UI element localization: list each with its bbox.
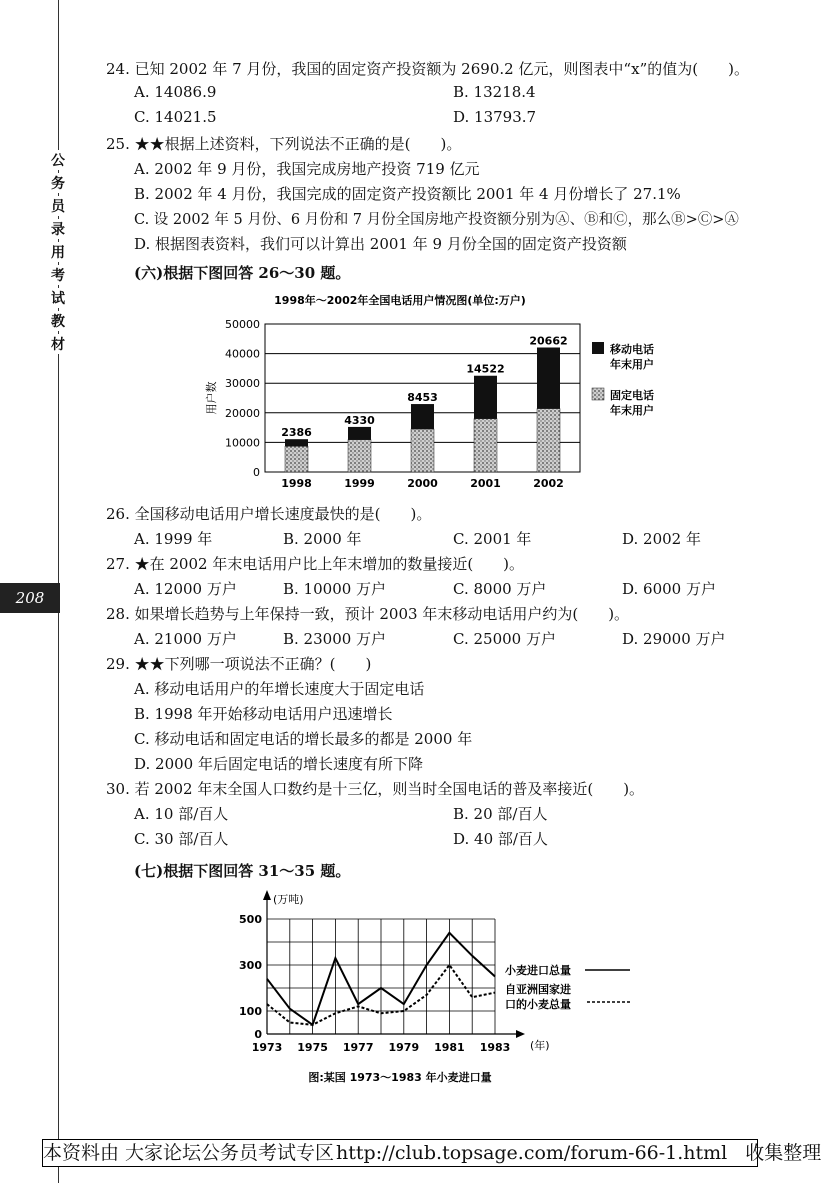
sidebar-char: 用 (47, 242, 69, 262)
y-axis-label: 用户数 (205, 381, 218, 415)
sidebar-char: 考 (47, 265, 69, 285)
bar-fixed (537, 409, 560, 472)
page-number: 208 (0, 583, 60, 613)
legend-label: 小麦进口总量 (505, 964, 571, 977)
x-tick-label: 1973 (251, 1041, 283, 1054)
sidebar-char: 材 (47, 334, 69, 354)
telephone-users-bar-chart (190, 290, 700, 500)
option-c: C. 30 部/百人 (134, 830, 229, 848)
chart-caption: 图:某国 1973～1983 年小麦进口量 (308, 1071, 492, 1084)
legend-label: 口的小麦总量 (505, 998, 571, 1011)
option-a: A. 2002 年 9 月份，我国完成房地产投资 719 亿元 (134, 160, 480, 178)
option-d: D. 40 部/百人 (453, 830, 548, 848)
option-b: B. 2002 年 4 月份，我国完成的固定资产投资额比 2001 年 4 月份增长了 27.1% (134, 185, 681, 203)
option-b: B. 20 部/百人 (453, 805, 548, 823)
footer-url[interactable]: http://club.topsage.com/forum-66-1.html (336, 1142, 728, 1164)
sidebar-char: 员 (47, 196, 69, 216)
y-tick-label: 30000 (225, 377, 260, 391)
option-a: A. 21000 万户 (134, 630, 237, 648)
x-tick-label: 1977 (342, 1041, 374, 1054)
option-b: B. 10000 万户 (283, 580, 387, 598)
question-29: 29. ★★下列哪一项说法不正确？( ) (106, 655, 372, 673)
legend-swatch-fixed (592, 388, 604, 400)
legend-label: 移动电话 (610, 343, 654, 356)
x-axis-arrow (516, 1030, 525, 1038)
option-a: A. 10 部/百人 (134, 805, 229, 823)
option-c: C. 25000 万户 (453, 630, 556, 648)
bar-mobile (537, 347, 560, 408)
question-26: 26. 全国移动电话用户增长速度最快的是( )。 (106, 505, 432, 523)
option-a: A. 1999 年 (134, 530, 213, 548)
sidebar-char: 录 (47, 219, 69, 239)
option-a: A. 14086.9 (134, 83, 217, 101)
footer-banner (42, 1139, 821, 1167)
option-a: A. 移动电话用户的年增长速度大于固定电话 (134, 680, 425, 698)
legend-label: 年末用户 (610, 404, 654, 417)
x-tick-label: 1975 (297, 1041, 328, 1054)
y-tick-label: 10000 (225, 436, 260, 450)
legend-label: 年末用户 (610, 358, 654, 371)
bar-fixed (411, 429, 434, 472)
y-tick-label: 20000 (225, 406, 260, 420)
bar-fixed (348, 440, 371, 472)
sidebar-char: 教 (47, 311, 69, 331)
bar-fixed (474, 419, 497, 472)
x-tick-label: 2002 (533, 477, 564, 490)
y-axis-arrow (263, 890, 271, 900)
x-tick-label: 1979 (388, 1041, 420, 1054)
question-27: 27. ★在 2002 年末电话用户比上年末增加的数量接近( )。 (106, 555, 525, 573)
wheat-import-line-chart (225, 884, 665, 1089)
y-tick-label: 500 (239, 913, 262, 926)
x-tick-label: 1999 (344, 477, 375, 490)
option-c: C. 移动电话和固定电话的增长最多的都是 2000 年 (134, 730, 473, 748)
option-d: D. 13793.7 (453, 108, 537, 126)
y-tick-label: 0 (253, 466, 260, 479)
footer-text: 本资料由 大家论坛公务员考试专区 (43, 1142, 335, 1164)
option-c: C. 2001 年 (453, 530, 532, 548)
option-c: C. 14021.5 (134, 108, 217, 126)
x-tick-label: 1983 (479, 1041, 511, 1054)
bar-mobile (411, 404, 434, 429)
option-b: B. 2000 年 (283, 530, 362, 548)
data-label: 20662 (529, 334, 568, 348)
option-b: B. 13218.4 (453, 83, 536, 101)
option-d: D. 2000 年后固定电话的增长速度有所下降 (134, 755, 423, 773)
x-axis-unit: (年) (530, 1039, 550, 1052)
chart-title: 1998年～2002年全国电话用户情况图(单位:万户) (274, 294, 526, 307)
y-tick-label: 300 (239, 959, 262, 972)
y-tick-label: 100 (239, 1005, 262, 1018)
data-label: 8453 (407, 391, 438, 405)
bar-fixed (285, 446, 308, 472)
sidebar-char: 试 (47, 288, 69, 308)
section-6-heading: (六)根据下图回答 26～30 题。 (134, 264, 351, 282)
x-tick-label: 1981 (434, 1041, 465, 1054)
question-25: 25. ★★根据上述资料，下列说法不正确的是( )。 (106, 135, 462, 153)
option-c: C. 8000 万户 (453, 580, 547, 598)
option-a: A. 12000 万户 (134, 580, 237, 598)
sidebar-char: 务 (47, 173, 69, 193)
bar-mobile (474, 376, 497, 419)
legend-label: 固定电话 (610, 389, 654, 402)
y-tick-label: 50000 (225, 318, 260, 331)
bar-mobile (285, 439, 308, 446)
legend-swatch-mobile (592, 342, 604, 354)
y-tick-label: 0 (254, 1028, 262, 1041)
footer-text-end: 收集整理 (745, 1142, 821, 1164)
option-d: D. 2002 年 (622, 530, 701, 548)
data-label: 2386 (281, 426, 312, 440)
sidebar-char: 公 (47, 150, 69, 170)
question-30: 30. 若 2002 年末全国人口数约是十三亿，则当时全国电话的普及率接近( )。 (106, 780, 645, 798)
question-24: 24. 已知 2002 年 7 月份，我国的固定资产投资额为 2690.2 亿元，则图表中“x”的值为( )。 (106, 60, 749, 78)
legend-label: 自亚洲国家进 (505, 983, 571, 996)
option-d: D. 6000 万户 (622, 580, 716, 598)
option-c: C. 设 2002 年 5 月份、6 月份和 7 月份全国房地产投资额分别为Ⓐ、Ⓑ和Ⓒ，那么Ⓑ>Ⓒ>Ⓐ (134, 212, 739, 228)
x-tick-label: 1998 (281, 477, 312, 490)
section-7-heading: (七)根据下图回答 31～35 题。 (134, 862, 351, 880)
y-axis-unit: (万吨) (273, 893, 304, 906)
data-label: 14522 (466, 362, 505, 376)
option-d: D. 根据图表资料，我们可以计算出 2001 年 9 月份全国的固定资产投资额 (134, 235, 627, 253)
x-tick-label: 2001 (470, 477, 501, 490)
x-tick-label: 2000 (407, 477, 438, 490)
option-b: B. 1998 年开始移动电话用户迅速增长 (134, 705, 393, 723)
question-28: 28. 如果增长趋势与上年保持一致，预计 2003 年末移动电话用户约为( )。 (106, 605, 630, 623)
data-label: 4330 (344, 413, 375, 427)
option-b: B. 23000 万户 (283, 630, 387, 648)
option-d: D. 29000 万户 (622, 630, 726, 648)
bar-mobile (348, 427, 371, 440)
y-tick-label: 40000 (225, 347, 260, 361)
